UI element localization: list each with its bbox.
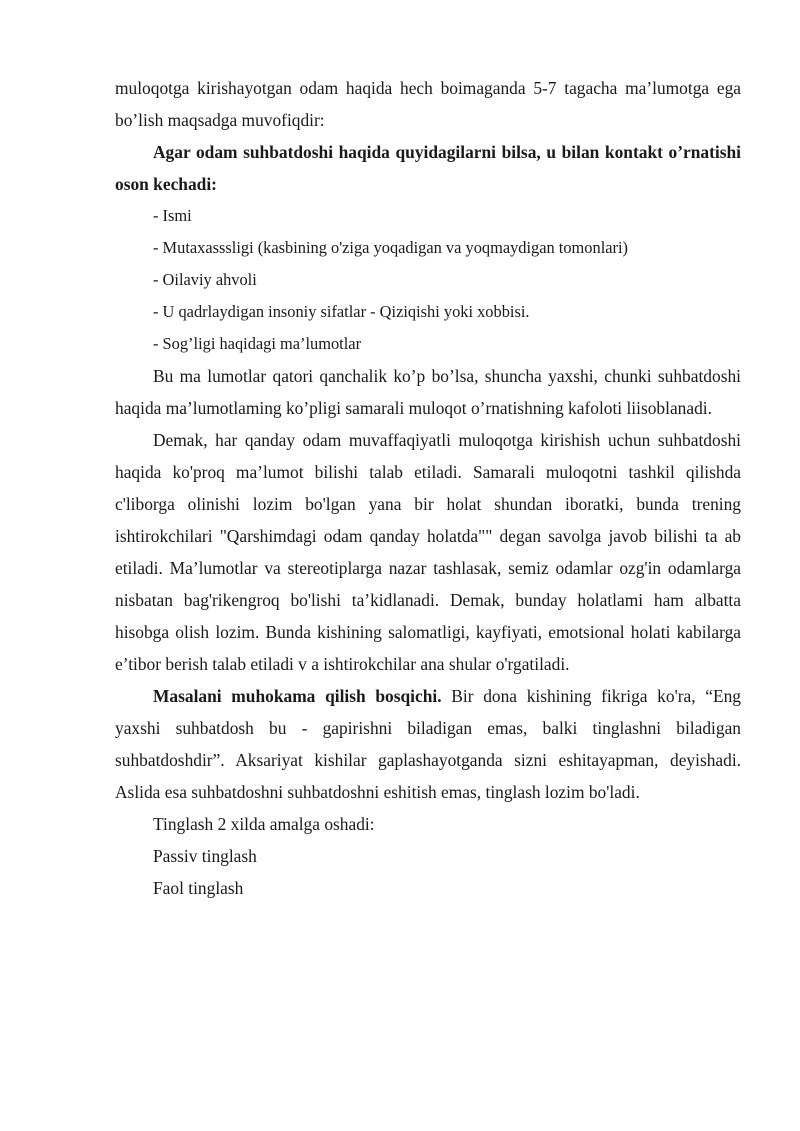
paragraph-listening-types: Tinglash 2 xilda amalga oshadi: [153,814,375,834]
paragraph-demak: Demak, har qanday odam muvaffaqiyatli muloqotga kirishish uchun suhbatdoshi haqida ko'proq ma’lumot bilishi talab etiladi. Samarali muloqotni tashkil qilishda c'liborga olinishi lozim bo'lgan yana bir holat shundan iboratki, bunda trening ishtirokchilari "Qarshimdagi odam qanday holatda"" degan savolga javob bilishi ta ab etiladi. Ma’lumotlar va stereotiplarga nazar tashlasak, semiz odamlar ozg'in odamlarga nisbatan bag'rikengroq bo'lishi ta’kidlanadi. Demak, bunday holatlami ham albatta hisobga olish lozim. Bunda kishining salomatligi, kayfiyati, emotsional holati kabilarga e’tibor berish talab etiladi v a ishtirokchilar ana shular o'rgatiladi. [115,430,741,674]
info-list [115,200,741,360]
list-item: - Sog’ligi haqidagi ma’lumotlar [153,334,362,353]
list-item: - Mutaxasssligi (kasbining o'ziga yoqadigan va yoqmaydigan tomonlari) [153,238,629,257]
list-item: - Ismi [153,206,192,225]
paragraph-bold-heading: Agar odam suhbatdoshi haqida quyidagilarni bilsa, u bilan kontakt o’rnatishi oson kechadi: [115,142,741,194]
line-active-listening: Faol tinglash [153,878,244,898]
list-item: - Oilaviy ahvoli [153,270,257,289]
paragraph-intro: muloqotga kirishayotgan odam haqida hech boimaganda 5-7 tagacha ma’lumotga ega bo’lish maqsadga muvofiqdir: [115,78,741,130]
paragraph-info-count: Bu ma lumotlar qatori qanchalik ko’p bo’lsa, shuncha yaxshi, chunki suhbatdoshi haqida ma’lumotlaming ko’pligi samarali muloqot o’rnatishning kafoloti liisoblanadi. [115,366,741,418]
line-passive-listening: Passiv tinglash [153,846,257,866]
document-page [115,72,741,904]
discussion-stage-text: Bir dona kishining fikriga ko'ra, “Eng yaxshi suhbatdosh bu - gapirishni biladigan emas, balki tinglashni biladigan suhbatdoshdir”. Aksariyat kishilar gaplashayotganda sizni eshitayapman, deyishadi. Aslida esa suhbatdoshni suhbatdoshni eshitish emas, tinglash lozim bo'ladi. [115,686,741,802]
paragraph-discussion-stage [115,680,741,808]
list-item: - U qadrlaydigan insoniy sifatlar - Qiziqishi yoki xobbisi. [153,302,530,321]
discussion-stage-heading: Masalani muhokama qilish bosqichi. [153,686,442,706]
